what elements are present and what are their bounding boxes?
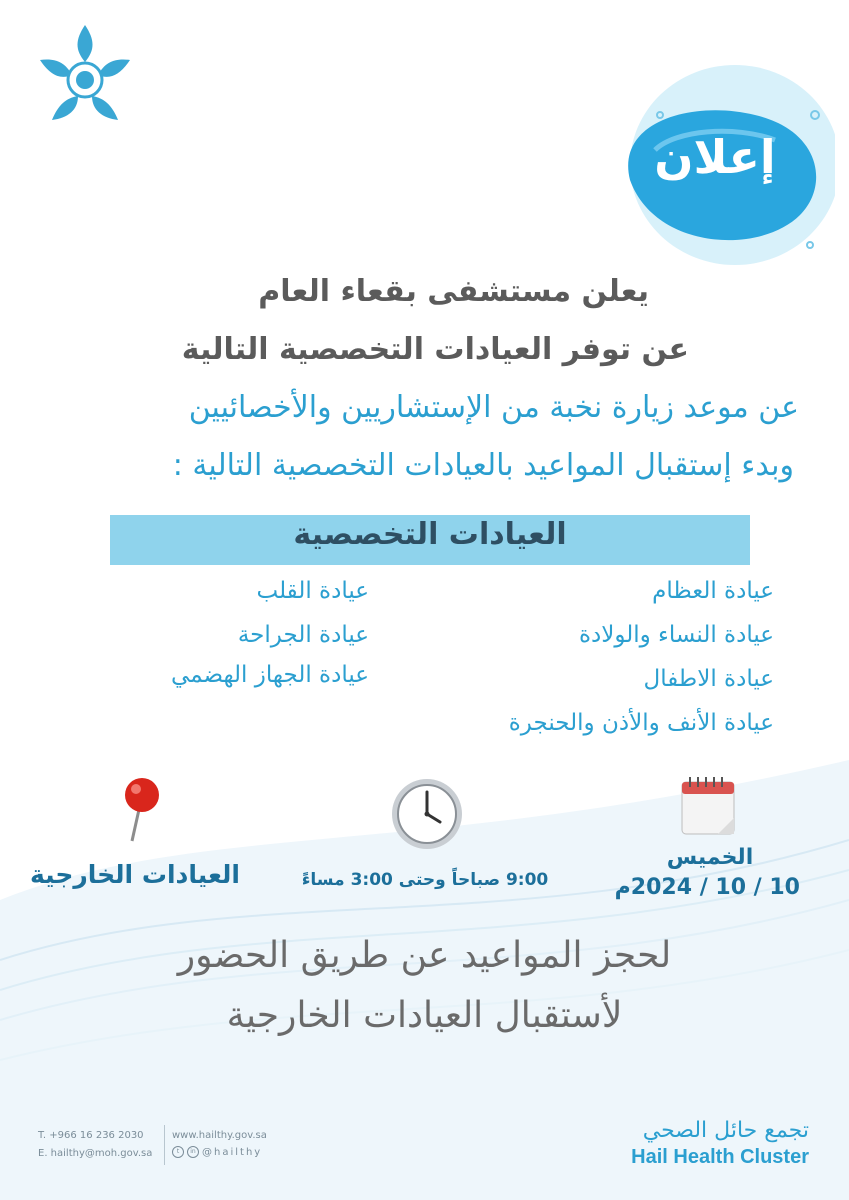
clinic-item: عيادة الاطفال (643, 666, 774, 692)
announcement-label: إعلان (654, 130, 776, 184)
cta-line-outpatient: لأستقبال العيادات الخارجية (226, 995, 623, 1036)
clinic-item: عيادة العظام (652, 578, 774, 604)
headline-clinics-availability: عن توفر العيادات التخصصية التالية (181, 332, 689, 367)
clinic-item: عيادة الأنف والأذن والحنجرة (508, 710, 774, 736)
website-link[interactable]: www.hailthy.gov.sa (172, 1130, 267, 1141)
appointment-day: الخميس (666, 845, 754, 870)
clinic-item: عيادة الجهاز الهضمي (171, 662, 369, 688)
contact-phone: T. +966 16 236 2030 (38, 1130, 144, 1141)
brand-name-arabic: تجمع حائل الصحي (642, 1118, 809, 1143)
cta-line-booking: لحجز المواعيد عن طريق الحضور (177, 935, 672, 976)
clinic-item: عيادة النساء والولادة (578, 622, 774, 648)
footer-divider (164, 1125, 165, 1165)
twitter-icon[interactable]: t (172, 1146, 184, 1158)
clinic-item: عيادة الجراحة (237, 622, 369, 648)
linkedin-icon[interactable]: in (187, 1146, 199, 1158)
appointment-location: العيادات الخارجية (29, 860, 241, 889)
clinics-title: العيادات التخصصية (293, 517, 567, 552)
calendar-icon (678, 772, 740, 838)
hail-health-cluster-logo (30, 20, 140, 130)
appointment-time: 9:00 صباحاً وحتى 3:00 مساءً (301, 870, 549, 890)
headline-appointments-start: وبدء إستقبال المواعيد بالعيادات التخصصية التالية : (172, 448, 794, 483)
clinic-item: عيادة القلب (256, 578, 369, 604)
social-links (172, 1146, 262, 1158)
pushpin-icon (110, 775, 170, 845)
clock-icon (388, 775, 466, 853)
appointment-date: 10 / 10 / 2024م (614, 875, 800, 900)
social-handle: @hailthy (202, 1146, 263, 1158)
contact-email: E. hailthy@moh.gov.sa (38, 1148, 153, 1159)
brand-name-english: Hail Health Cluster (631, 1146, 809, 1168)
headline-hospital: يعلن مستشفى بقعاء العام (258, 274, 649, 309)
headline-consultants-visit: عن موعد زيارة نخبة من الإستشاريين والأخصائيين (188, 390, 799, 425)
